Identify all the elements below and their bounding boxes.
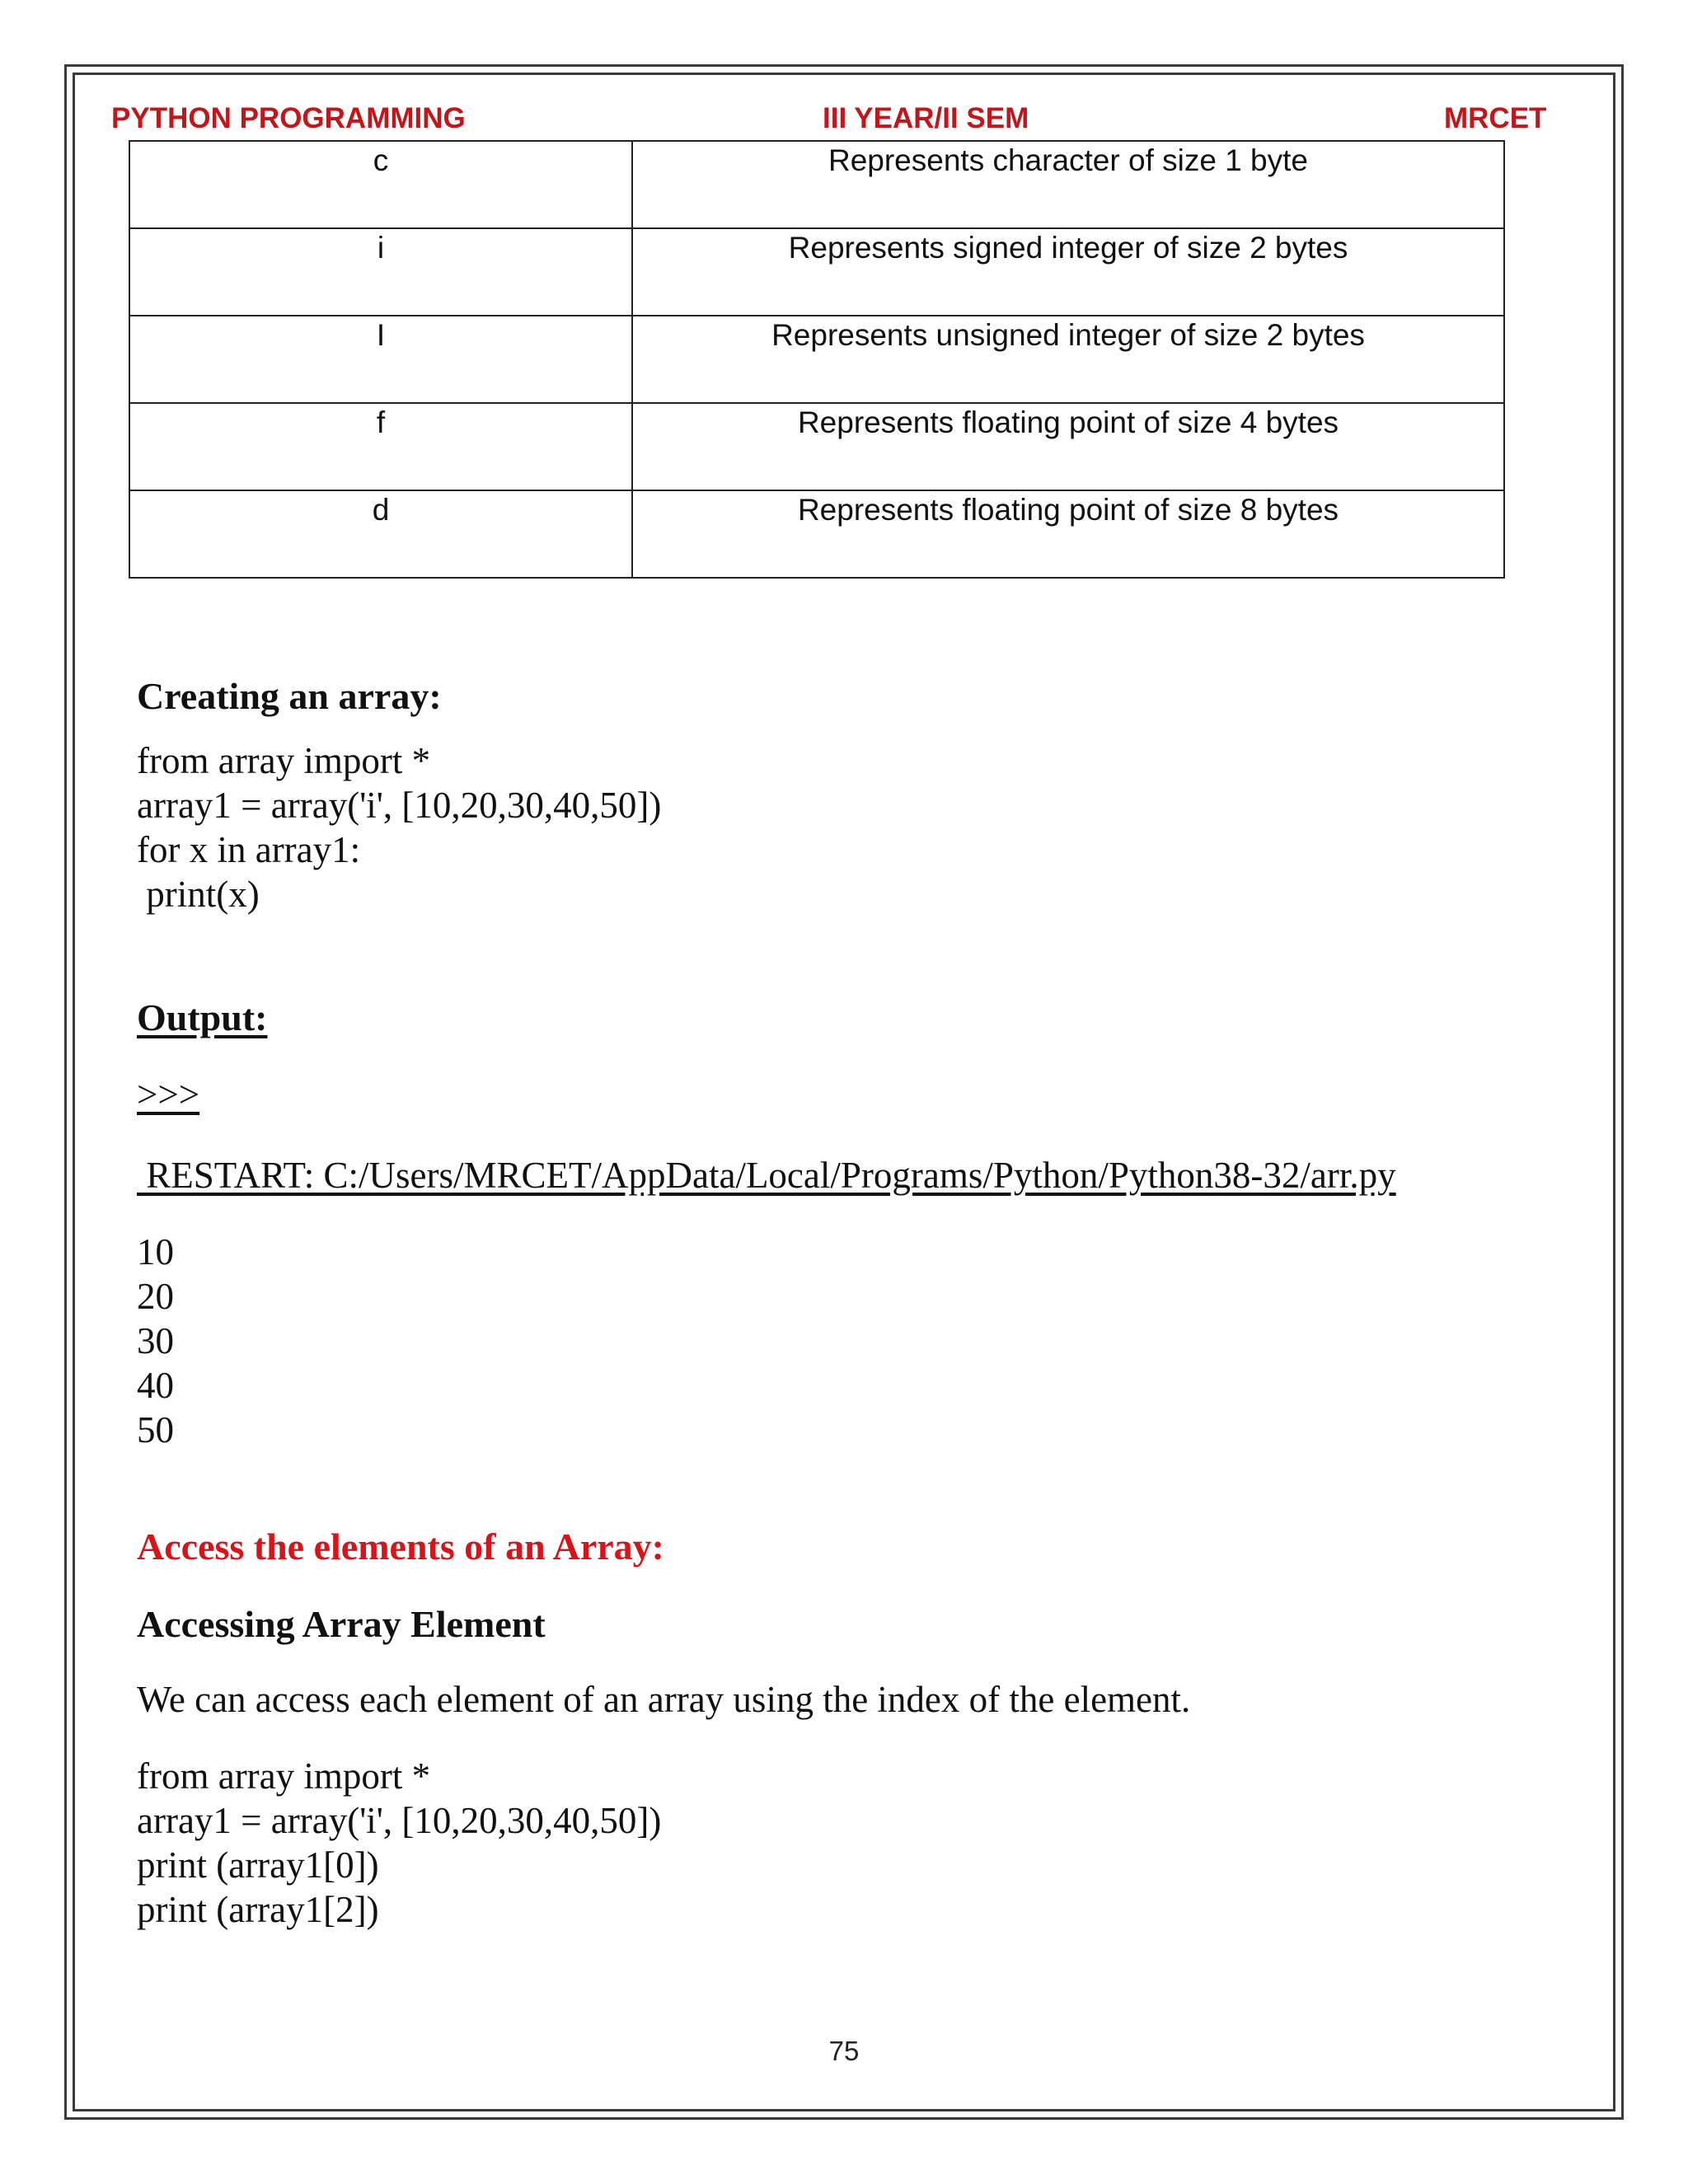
code-line: print(x) [137, 874, 260, 915]
code-line: array1 = array('i', [10,20,30,40,50]) [137, 1800, 662, 1841]
output-value: 30 [137, 1320, 174, 1361]
section-heading-creating: Creating an array: [137, 675, 442, 717]
typecode-cell: f [129, 403, 632, 490]
paragraph-access: We can access each element of an array using the index of the element. [137, 1679, 1191, 1720]
code-line: from array import * [137, 1755, 431, 1797]
output-values [137, 1230, 174, 1452]
section-heading-access: Access the elements of an Array: [137, 1526, 664, 1568]
table-row [129, 490, 1504, 578]
description-cell: Represents unsigned integer of size 2 bytes [632, 316, 1504, 403]
typecode-cell: I [129, 316, 632, 403]
output-restart-line: RESTART: C:/Users/MRCET/AppData/Local/Programs/Python/Python38-32/arr.py [137, 1155, 1396, 1196]
typecode-table [129, 140, 1505, 579]
typecode-cell: d [129, 490, 632, 578]
code-line: for x in array1: [137, 829, 361, 870]
table-row [129, 403, 1504, 490]
code-line: array1 = array('i', [10,20,30,40,50]) [137, 785, 662, 826]
output-prompt: >>> [137, 1074, 200, 1115]
description-cell: Represents signed integer of size 2 bytes [632, 228, 1504, 316]
description-cell: Represents floating point of size 4 bytes [632, 403, 1504, 490]
output-value: 50 [137, 1409, 174, 1451]
page-header [0, 102, 1688, 138]
code-block-access [137, 1754, 661, 1932]
code-line: from array import * [137, 740, 431, 781]
table-row [129, 228, 1504, 316]
code-line: print (array1[2]) [137, 1889, 379, 1930]
description-cell: Represents character of size 1 byte [632, 141, 1504, 228]
header-semester: III YEAR/II SEM [823, 102, 1029, 134]
typecode-cell: i [129, 228, 632, 316]
subheading-accessing-element: Accessing Array Element [137, 1603, 546, 1645]
code-line: print (array1[0]) [137, 1844, 379, 1886]
output-value: 10 [137, 1231, 174, 1272]
section-heading-output: Output: [137, 996, 268, 1038]
header-institution: MRCET [1444, 102, 1547, 134]
table-row [129, 141, 1504, 228]
output-value: 40 [137, 1365, 174, 1406]
code-block-creating [137, 738, 661, 916]
output-value: 20 [137, 1276, 174, 1317]
typecode-cell: c [129, 141, 632, 228]
page-number: 75 [828, 2036, 860, 2066]
header-course-title: PYTHON PROGRAMMING [111, 102, 466, 134]
table-row [129, 316, 1504, 403]
description-cell: Represents floating point of size 8 bytes [632, 490, 1504, 578]
